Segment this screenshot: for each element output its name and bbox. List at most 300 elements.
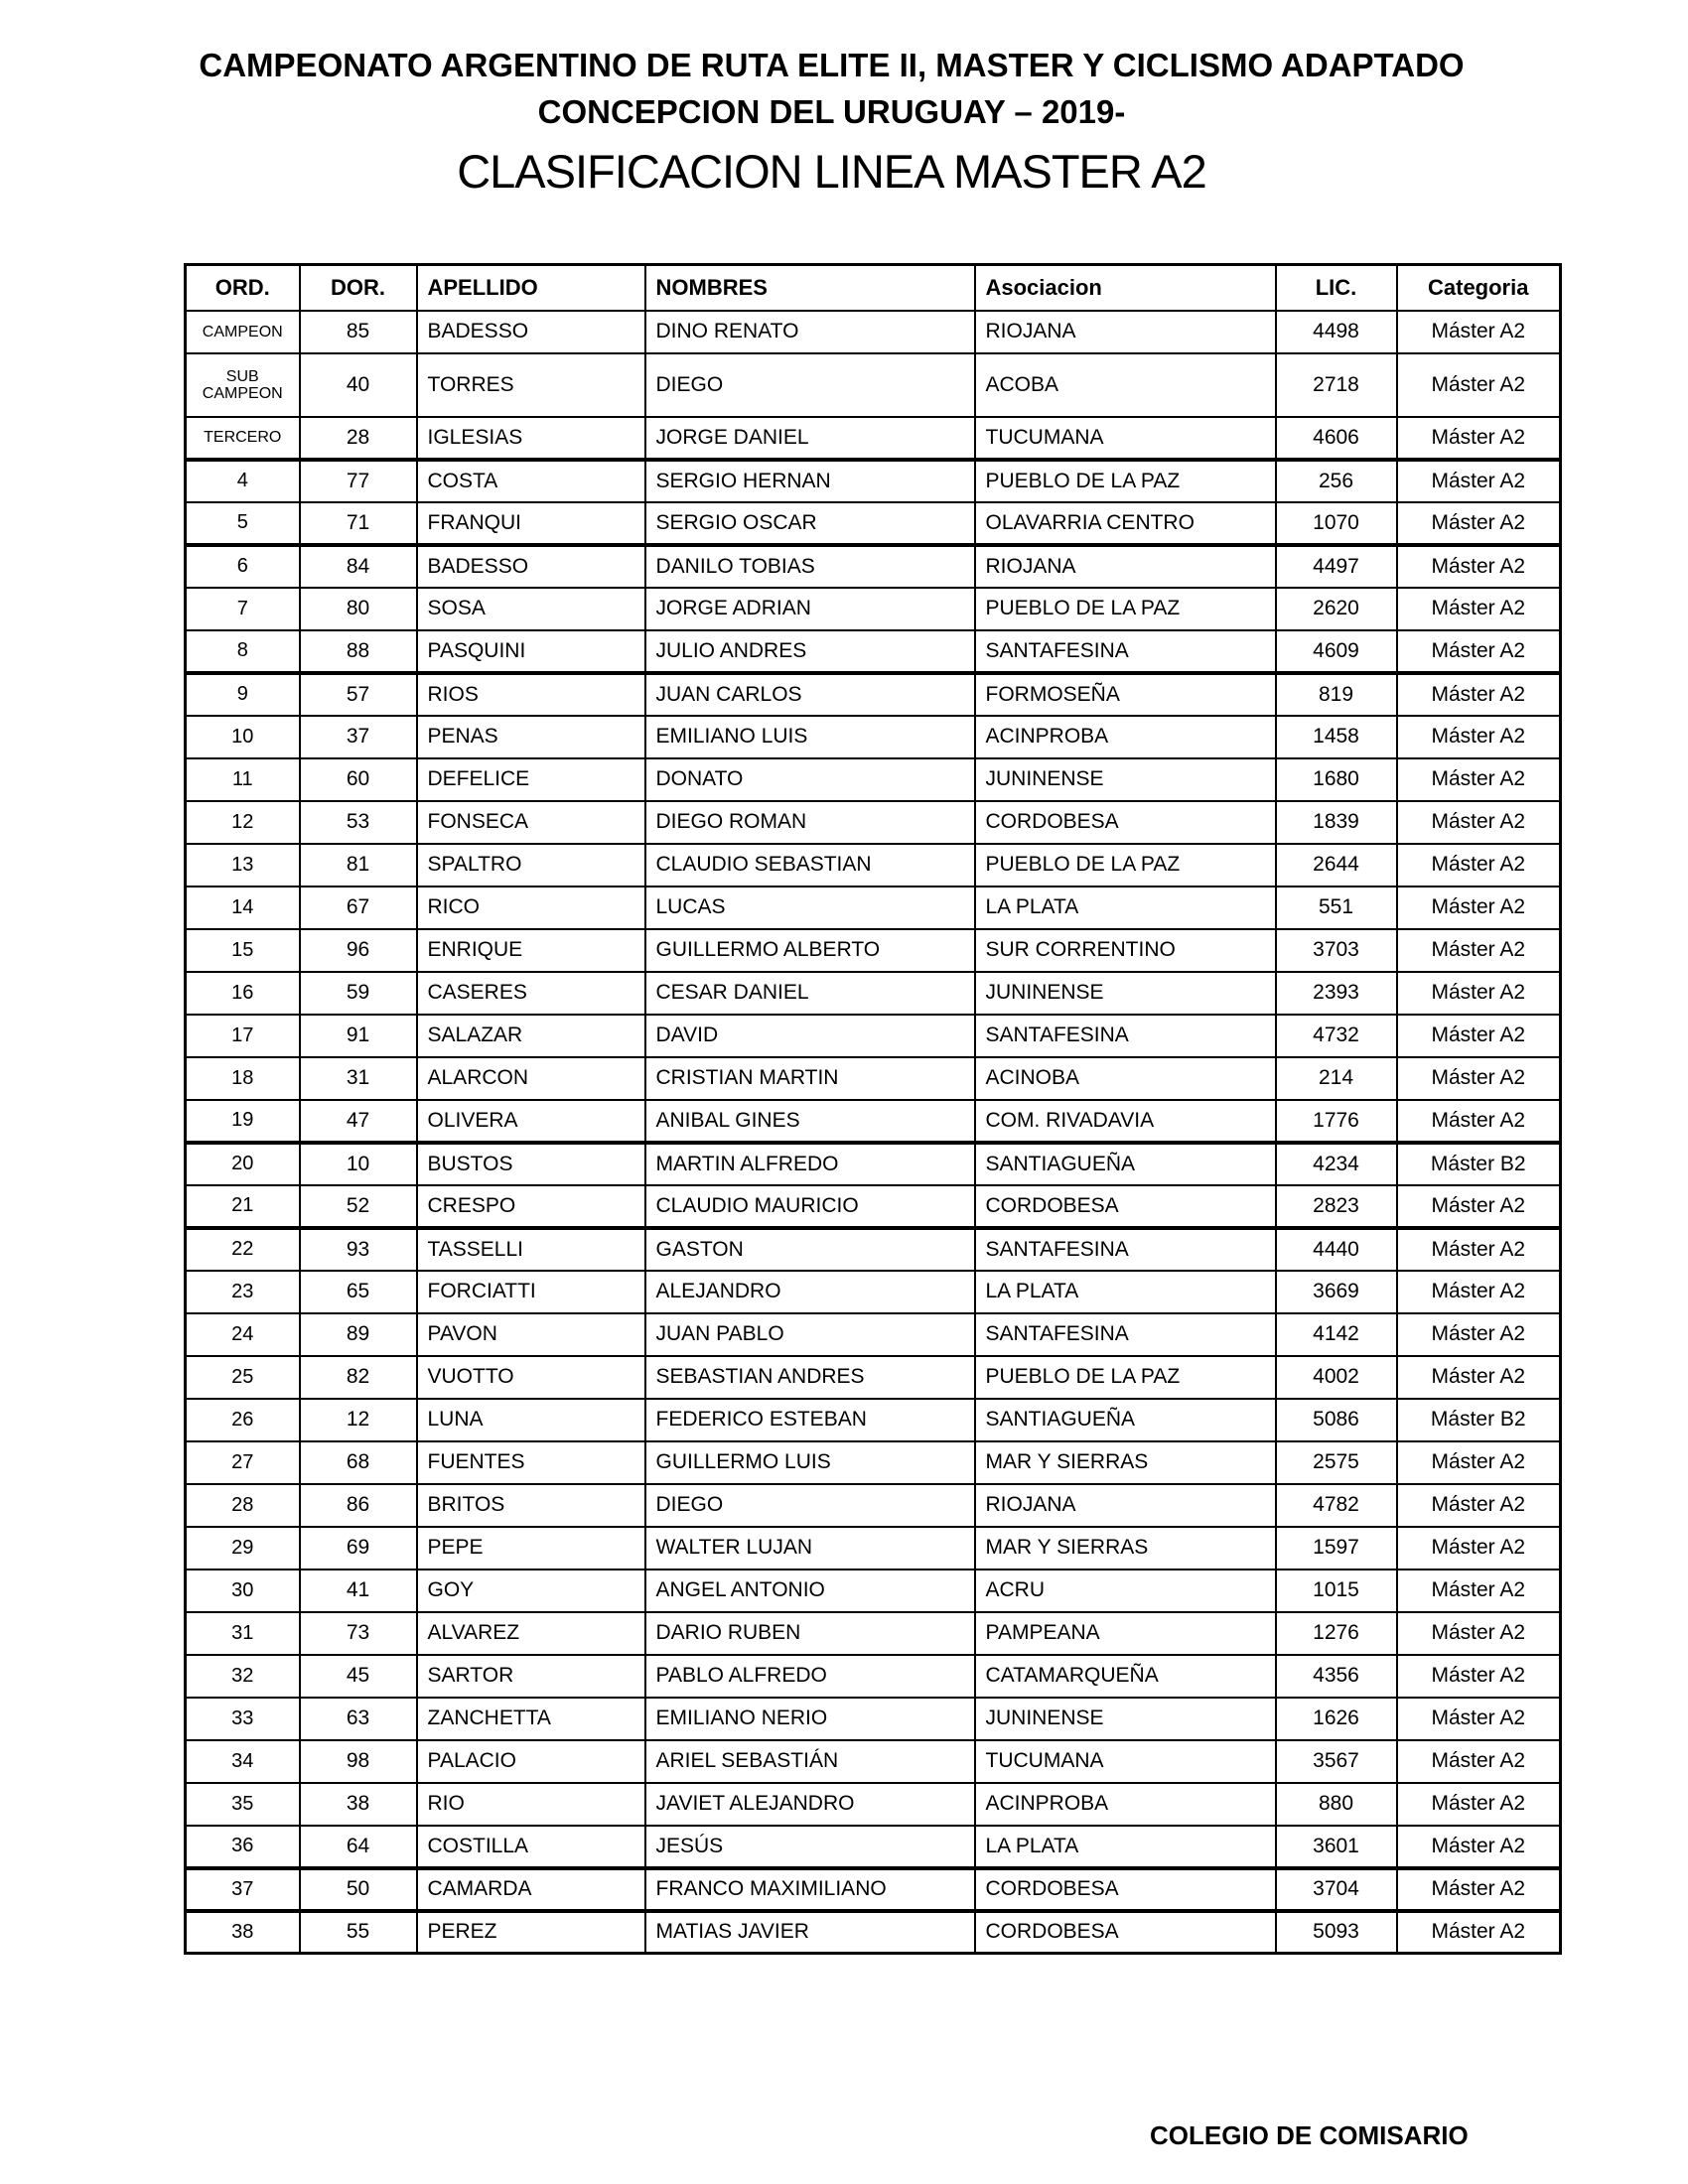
cell-apellido: GOY (417, 1570, 645, 1612)
cell-ord: 24 (186, 1313, 300, 1356)
cell-apellido: BADESSO (417, 545, 645, 588)
cell-asociacion: CORDOBESA (975, 1185, 1276, 1228)
cell-lic: 4002 (1276, 1356, 1397, 1399)
cell-categoria: Máster A2 (1397, 1911, 1561, 1954)
cell-nombres: DIEGO (645, 1484, 975, 1527)
cell-apellido: SOSA (417, 588, 645, 630)
col-header-apellido: APELLIDO (417, 265, 645, 311)
cell-nombres: JAVIET ALEJANDRO (645, 1783, 975, 1826)
cell-categoria: Máster A2 (1397, 1313, 1561, 1356)
cell-dor: 50 (300, 1868, 417, 1911)
cell-dor: 80 (300, 588, 417, 630)
classification-table (184, 263, 1562, 1955)
cell-dor: 53 (300, 801, 417, 844)
cell-apellido: OLIVERA (417, 1100, 645, 1143)
cell-lic: 2620 (1276, 588, 1397, 630)
cell-categoria: Máster A2 (1397, 545, 1561, 588)
cell-asociacion: LA PLATA (975, 887, 1276, 929)
cell-lic: 4497 (1276, 545, 1397, 588)
cell-dor: 12 (300, 1399, 417, 1441)
cell-ord: 35 (186, 1783, 300, 1826)
cell-dor: 71 (300, 502, 417, 545)
table-row (186, 1356, 1561, 1399)
cell-nombres: SERGIO HERNAN (645, 460, 975, 502)
cell-categoria: Máster A2 (1397, 1868, 1561, 1911)
page-title: CLASIFICACION LINEA MASTER A2 (457, 145, 1206, 198)
cell-categoria: Máster A2 (1397, 460, 1561, 502)
cell-nombres: GUILLERMO LUIS (645, 1441, 975, 1484)
cell-lic: 1458 (1276, 716, 1397, 758)
table-row (186, 1313, 1561, 1356)
table-row (186, 353, 1561, 417)
cell-ord: 17 (186, 1015, 300, 1057)
cell-apellido: RIO (417, 1783, 645, 1826)
cell-asociacion: SANTAFESINA (975, 1313, 1276, 1356)
cell-apellido: CASERES (417, 972, 645, 1015)
cell-lic: 1276 (1276, 1612, 1397, 1655)
cell-dor: 28 (300, 417, 417, 460)
cell-nombres: JULIO ANDRES (645, 630, 975, 673)
cell-ord: 4 (186, 460, 300, 502)
table-row (186, 1655, 1561, 1698)
table-row (186, 1228, 1561, 1271)
cell-asociacion: SANTAFESINA (975, 1228, 1276, 1271)
cell-categoria: Máster A2 (1397, 630, 1561, 673)
cell-nombres: DARIO RUBEN (645, 1612, 975, 1655)
table-row (186, 716, 1561, 758)
cell-asociacion: SUR CORRENTINO (975, 929, 1276, 972)
cell-categoria: Máster A2 (1397, 716, 1561, 758)
cell-dor: 68 (300, 1441, 417, 1484)
cell-dor: 96 (300, 929, 417, 972)
cell-lic: 819 (1276, 673, 1397, 716)
cell-asociacion: TUCUMANA (975, 417, 1276, 460)
cell-categoria: Máster B2 (1397, 1399, 1561, 1441)
cell-lic: 256 (1276, 460, 1397, 502)
table-row (186, 1698, 1561, 1740)
cell-ord: 31 (186, 1612, 300, 1655)
cell-categoria: Máster A2 (1397, 311, 1561, 353)
cell-ord: 28 (186, 1484, 300, 1527)
cell-dor: 60 (300, 758, 417, 801)
cell-apellido: PALACIO (417, 1740, 645, 1783)
cell-lic: 2393 (1276, 972, 1397, 1015)
cell-lic: 4440 (1276, 1228, 1397, 1271)
cell-categoria: Máster A2 (1397, 1271, 1561, 1313)
cell-ord: 38 (186, 1911, 300, 1954)
cell-lic: 1626 (1276, 1698, 1397, 1740)
cell-nombres: LUCAS (645, 887, 975, 929)
cell-ord: 27 (186, 1441, 300, 1484)
cell-nombres: GUILLERMO ALBERTO (645, 929, 975, 972)
cell-categoria: Máster B2 (1397, 1143, 1561, 1185)
cell-nombres: SEBASTIAN ANDRES (645, 1356, 975, 1399)
col-header-nombres: NOMBRES (645, 265, 975, 311)
cell-lic: 4356 (1276, 1655, 1397, 1698)
cell-ord: SUB CAMPEON (186, 353, 300, 417)
cell-asociacion: JUNINENSE (975, 972, 1276, 1015)
cell-asociacion: SANTIAGUEÑA (975, 1143, 1276, 1185)
cell-ord: 6 (186, 545, 300, 588)
cell-dor: 98 (300, 1740, 417, 1783)
table-row (186, 1399, 1561, 1441)
cell-dor: 41 (300, 1570, 417, 1612)
cell-apellido: PENAS (417, 716, 645, 758)
cell-nombres: GASTON (645, 1228, 975, 1271)
cell-ord: 34 (186, 1740, 300, 1783)
cell-apellido: TORRES (417, 353, 645, 417)
cell-categoria: Máster A2 (1397, 972, 1561, 1015)
cell-categoria: Máster A2 (1397, 502, 1561, 545)
cell-asociacion: RIOJANA (975, 545, 1276, 588)
cell-ord: 8 (186, 630, 300, 673)
cell-dor: 45 (300, 1655, 417, 1698)
cell-categoria: Máster A2 (1397, 844, 1561, 887)
cell-dor: 84 (300, 545, 417, 588)
cell-ord: 22 (186, 1228, 300, 1271)
cell-asociacion: CORDOBESA (975, 1911, 1276, 1954)
cell-apellido: LUNA (417, 1399, 645, 1441)
cell-ord: 10 (186, 716, 300, 758)
table-body (186, 311, 1561, 1954)
cell-categoria: Máster A2 (1397, 1698, 1561, 1740)
cell-asociacion: PAMPEANA (975, 1612, 1276, 1655)
cell-nombres: DONATO (645, 758, 975, 801)
cell-lic: 4609 (1276, 630, 1397, 673)
cell-categoria: Máster A2 (1397, 353, 1561, 417)
cell-ord: 14 (186, 887, 300, 929)
cell-categoria: Máster A2 (1397, 1228, 1561, 1271)
cell-apellido: ALARCON (417, 1057, 645, 1100)
cell-nombres: JESÚS (645, 1826, 975, 1868)
table-row (186, 972, 1561, 1015)
cell-apellido: TASSELLI (417, 1228, 645, 1271)
table-row (186, 929, 1561, 972)
table-row (186, 311, 1561, 353)
title-line-1: CAMPEONATO ARGENTINO DE RUTA ELITE II, MASTER Y CICLISMO ADAPTADO (199, 47, 1465, 83)
cell-asociacion: RIOJANA (975, 1484, 1276, 1527)
cell-categoria: Máster A2 (1397, 673, 1561, 716)
cell-categoria: Máster A2 (1397, 1826, 1561, 1868)
cell-lic: 2575 (1276, 1441, 1397, 1484)
cell-ord: 12 (186, 801, 300, 844)
cell-lic: 214 (1276, 1057, 1397, 1100)
cell-asociacion: RIOJANA (975, 311, 1276, 353)
cell-dor: 63 (300, 1698, 417, 1740)
cell-asociacion: SANTAFESINA (975, 1015, 1276, 1057)
cell-lic: 4732 (1276, 1015, 1397, 1057)
cell-apellido: ZANCHETTA (417, 1698, 645, 1740)
cell-lic: 3669 (1276, 1271, 1397, 1313)
cell-ord: 5 (186, 502, 300, 545)
cell-dor: 91 (300, 1015, 417, 1057)
cell-categoria: Máster A2 (1397, 1655, 1561, 1698)
cell-asociacion: ACINOBA (975, 1057, 1276, 1100)
cell-apellido: SPALTRO (417, 844, 645, 887)
cell-lic: 4782 (1276, 1484, 1397, 1527)
table-row (186, 1484, 1561, 1527)
cell-ord: 29 (186, 1527, 300, 1570)
cell-nombres: MATIAS JAVIER (645, 1911, 975, 1954)
cell-dor: 67 (300, 887, 417, 929)
table-row (186, 1271, 1561, 1313)
cell-nombres: PABLO ALFREDO (645, 1655, 975, 1698)
cell-apellido: FORCIATTI (417, 1271, 645, 1313)
cell-ord: 25 (186, 1356, 300, 1399)
cell-asociacion: CORDOBESA (975, 1868, 1276, 1911)
cell-ord: 18 (186, 1057, 300, 1100)
cell-nombres: EMILIANO LUIS (645, 716, 975, 758)
cell-dor: 69 (300, 1527, 417, 1570)
cell-asociacion: FORMOSEÑA (975, 673, 1276, 716)
cell-dor: 31 (300, 1057, 417, 1100)
cell-categoria: Máster A2 (1397, 1612, 1561, 1655)
cell-apellido: ENRIQUE (417, 929, 645, 972)
cell-apellido: VUOTTO (417, 1356, 645, 1399)
cell-dor: 38 (300, 1783, 417, 1826)
table-row (186, 545, 1561, 588)
cell-ord: 13 (186, 844, 300, 887)
cell-apellido: PAVON (417, 1313, 645, 1356)
table-header-row (186, 265, 1561, 311)
cell-lic: 2823 (1276, 1185, 1397, 1228)
cell-apellido: PEPE (417, 1527, 645, 1570)
cell-dor: 64 (300, 1826, 417, 1868)
cell-ord: 23 (186, 1271, 300, 1313)
table-row (186, 1100, 1561, 1143)
cell-asociacion: LA PLATA (975, 1826, 1276, 1868)
cell-nombres: EMILIANO NERIO (645, 1698, 975, 1740)
cell-ord: 11 (186, 758, 300, 801)
cell-dor: 86 (300, 1484, 417, 1527)
cell-dor: 40 (300, 353, 417, 417)
cell-categoria: Máster A2 (1397, 1484, 1561, 1527)
table-row (186, 1441, 1561, 1484)
cell-nombres: JUAN PABLO (645, 1313, 975, 1356)
cell-apellido: RIOS (417, 673, 645, 716)
cell-apellido: PEREZ (417, 1911, 645, 1954)
cell-lic: 3704 (1276, 1868, 1397, 1911)
cell-asociacion: CATAMARQUEÑA (975, 1655, 1276, 1698)
cell-ord: 36 (186, 1826, 300, 1868)
cell-ord: CAMPEON (186, 311, 300, 353)
table-row (186, 1826, 1561, 1868)
cell-nombres: JUAN CARLOS (645, 673, 975, 716)
table-row (186, 588, 1561, 630)
cell-lic: 4142 (1276, 1313, 1397, 1356)
cell-lic: 1839 (1276, 801, 1397, 844)
table-row (186, 673, 1561, 716)
cell-ord: 33 (186, 1698, 300, 1740)
cell-dor: 93 (300, 1228, 417, 1271)
footer-signature: COLEGIO DE COMISARIO (1150, 2120, 1469, 2150)
cell-ord: 21 (186, 1185, 300, 1228)
cell-ord: 9 (186, 673, 300, 716)
cell-ord: 19 (186, 1100, 300, 1143)
cell-ord: TERCERO (186, 417, 300, 460)
cell-lic: 5086 (1276, 1399, 1397, 1441)
cell-asociacion: OLAVARRIA CENTRO (975, 502, 1276, 545)
cell-dor: 82 (300, 1356, 417, 1399)
cell-dor: 73 (300, 1612, 417, 1655)
table-row (186, 502, 1561, 545)
cell-categoria: Máster A2 (1397, 1057, 1561, 1100)
cell-apellido: CRESPO (417, 1185, 645, 1228)
document-header (0, 42, 1663, 201)
cell-asociacion: MAR Y SIERRAS (975, 1527, 1276, 1570)
cell-asociacion: JUNINENSE (975, 1698, 1276, 1740)
cell-apellido: FRANQUI (417, 502, 645, 545)
cell-nombres: DIEGO ROMAN (645, 801, 975, 844)
cell-lic: 5093 (1276, 1911, 1397, 1954)
cell-categoria: Máster A2 (1397, 1570, 1561, 1612)
cell-nombres: WALTER LUJAN (645, 1527, 975, 1570)
table-row (186, 801, 1561, 844)
cell-lic: 1070 (1276, 502, 1397, 545)
cell-ord: 32 (186, 1655, 300, 1698)
cell-asociacion: PUEBLO DE LA PAZ (975, 588, 1276, 630)
cell-lic: 3601 (1276, 1826, 1397, 1868)
cell-ord: 16 (186, 972, 300, 1015)
table-row (186, 630, 1561, 673)
cell-apellido: BRITOS (417, 1484, 645, 1527)
cell-nombres: CRISTIAN MARTIN (645, 1057, 975, 1100)
cell-apellido: SALAZAR (417, 1015, 645, 1057)
cell-nombres: MARTIN ALFREDO (645, 1143, 975, 1185)
cell-apellido: COSTILLA (417, 1826, 645, 1868)
cell-apellido: DEFELICE (417, 758, 645, 801)
cell-dor: 55 (300, 1911, 417, 1954)
cell-lic: 3703 (1276, 929, 1397, 972)
cell-asociacion: JUNINENSE (975, 758, 1276, 801)
col-header-dor: DOR. (300, 265, 417, 311)
cell-dor: 57 (300, 673, 417, 716)
col-header-ord: ORD. (186, 265, 300, 311)
cell-asociacion: CORDOBESA (975, 801, 1276, 844)
cell-asociacion: COM. RIVADAVIA (975, 1100, 1276, 1143)
cell-ord: 7 (186, 588, 300, 630)
cell-categoria: Máster A2 (1397, 801, 1561, 844)
cell-apellido: BADESSO (417, 311, 645, 353)
cell-nombres: CLAUDIO SEBASTIAN (645, 844, 975, 887)
table-row (186, 1185, 1561, 1228)
cell-nombres: CLAUDIO MAURICIO (645, 1185, 975, 1228)
table-row (186, 1612, 1561, 1655)
cell-nombres: JORGE ADRIAN (645, 588, 975, 630)
cell-lic: 1776 (1276, 1100, 1397, 1143)
cell-dor: 59 (300, 972, 417, 1015)
title-line-2: CONCEPCION DEL URUGUAY – 2019- (537, 93, 1126, 130)
col-header-asociacion: Asociacion (975, 265, 1276, 311)
cell-apellido: PASQUINI (417, 630, 645, 673)
cell-asociacion: MAR Y SIERRAS (975, 1441, 1276, 1484)
table-row (186, 844, 1561, 887)
cell-lic: 1015 (1276, 1570, 1397, 1612)
cell-asociacion: ACINPROBA (975, 716, 1276, 758)
cell-nombres: ALEJANDRO (645, 1271, 975, 1313)
cell-dor: 81 (300, 844, 417, 887)
cell-categoria: Máster A2 (1397, 1356, 1561, 1399)
cell-nombres: DINO RENATO (645, 311, 975, 353)
cell-nombres: ANIBAL GINES (645, 1100, 975, 1143)
table-row (186, 1911, 1561, 1954)
cell-categoria: Máster A2 (1397, 588, 1561, 630)
cell-dor: 77 (300, 460, 417, 502)
table-row (186, 1527, 1561, 1570)
cell-dor: 65 (300, 1271, 417, 1313)
cell-categoria: Máster A2 (1397, 887, 1561, 929)
cell-nombres: ARIEL SEBASTIÁN (645, 1740, 975, 1783)
cell-nombres: FRANCO MAXIMILIANO (645, 1868, 975, 1911)
cell-categoria: Máster A2 (1397, 1783, 1561, 1826)
cell-apellido: IGLESIAS (417, 417, 645, 460)
cell-categoria: Máster A2 (1397, 758, 1561, 801)
table-row (186, 758, 1561, 801)
cell-asociacion: ACRU (975, 1570, 1276, 1612)
table-row (186, 460, 1561, 502)
cell-categoria: Máster A2 (1397, 1015, 1561, 1057)
table-row (186, 1740, 1561, 1783)
cell-categoria: Máster A2 (1397, 1441, 1561, 1484)
cell-lic: 4606 (1276, 417, 1397, 460)
cell-lic: 4498 (1276, 311, 1397, 353)
cell-dor: 88 (300, 630, 417, 673)
cell-lic: 880 (1276, 1783, 1397, 1826)
cell-apellido: RICO (417, 887, 645, 929)
cell-ord: 15 (186, 929, 300, 972)
cell-apellido: FUENTES (417, 1441, 645, 1484)
cell-asociacion: TUCUMANA (975, 1740, 1276, 1783)
cell-categoria: Máster A2 (1397, 417, 1561, 460)
cell-nombres: ANGEL ANTONIO (645, 1570, 975, 1612)
cell-ord: 26 (186, 1399, 300, 1441)
cell-categoria: Máster A2 (1397, 1100, 1561, 1143)
table-row (186, 1057, 1561, 1100)
cell-lic: 1597 (1276, 1527, 1397, 1570)
cell-ord: 20 (186, 1143, 300, 1185)
cell-lic: 2644 (1276, 844, 1397, 887)
cell-nombres: SERGIO OSCAR (645, 502, 975, 545)
table-row (186, 1783, 1561, 1826)
cell-apellido: FONSECA (417, 801, 645, 844)
cell-lic: 3567 (1276, 1740, 1397, 1783)
table-row (186, 1015, 1561, 1057)
cell-ord: 30 (186, 1570, 300, 1612)
cell-apellido: SARTOR (417, 1655, 645, 1698)
cell-categoria: Máster A2 (1397, 929, 1561, 972)
cell-lic: 2718 (1276, 353, 1397, 417)
cell-nombres: CESAR DANIEL (645, 972, 975, 1015)
cell-nombres: FEDERICO ESTEBAN (645, 1399, 975, 1441)
cell-dor: 47 (300, 1100, 417, 1143)
cell-apellido: CAMARDA (417, 1868, 645, 1911)
table-row (186, 1570, 1561, 1612)
cell-asociacion: LA PLATA (975, 1271, 1276, 1313)
cell-asociacion: PUEBLO DE LA PAZ (975, 460, 1276, 502)
cell-dor: 10 (300, 1143, 417, 1185)
cell-dor: 85 (300, 311, 417, 353)
col-header-lic: LIC. (1276, 265, 1397, 311)
cell-lic: 551 (1276, 887, 1397, 929)
cell-dor: 89 (300, 1313, 417, 1356)
cell-apellido: ALVAREZ (417, 1612, 645, 1655)
cell-asociacion: ACINPROBA (975, 1783, 1276, 1826)
table-row (186, 1868, 1561, 1911)
cell-asociacion: PUEBLO DE LA PAZ (975, 1356, 1276, 1399)
cell-apellido: COSTA (417, 460, 645, 502)
cell-ord: 37 (186, 1868, 300, 1911)
cell-apellido: BUSTOS (417, 1143, 645, 1185)
